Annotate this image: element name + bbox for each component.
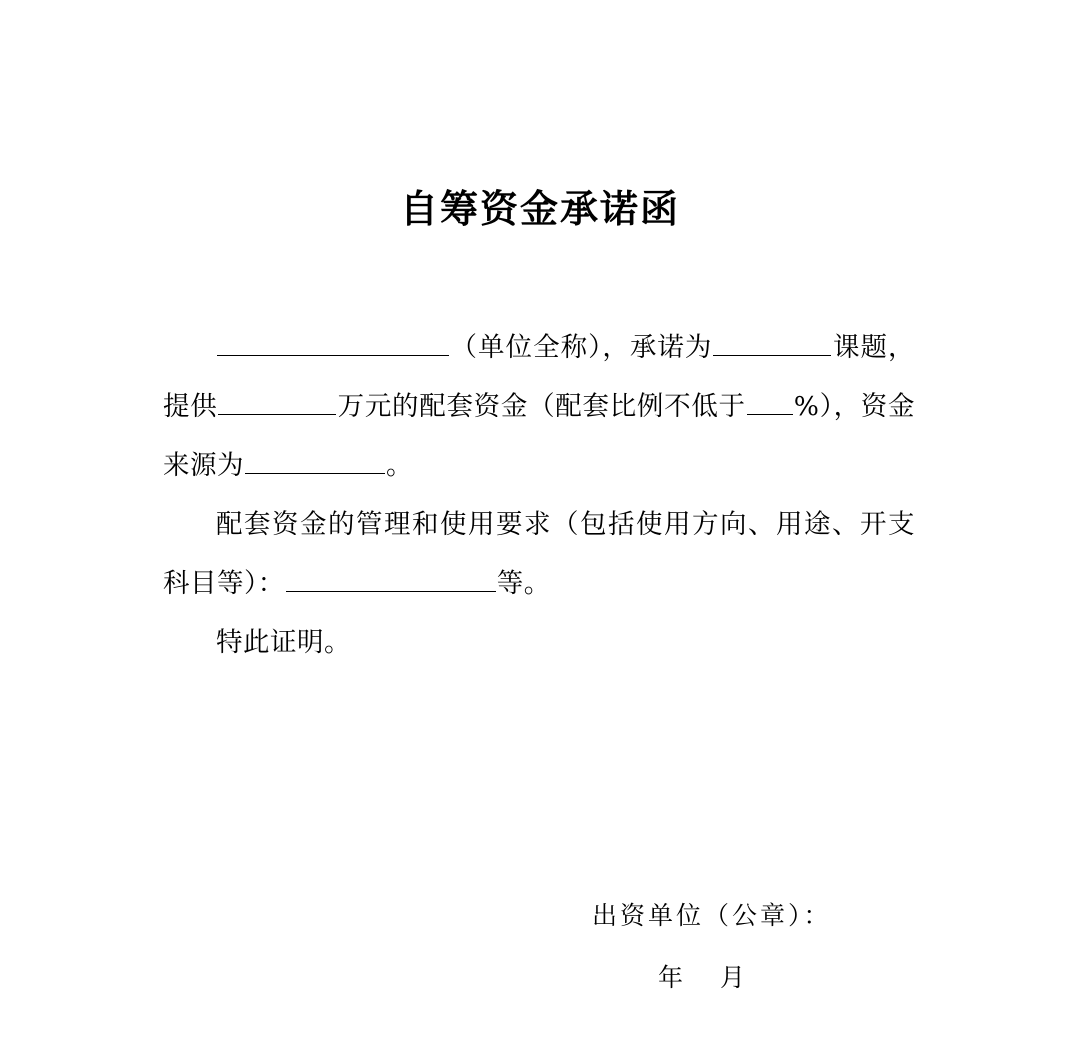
paragraph2-seg2: 等。	[496, 568, 551, 599]
paragraph2-seg1: 配套资金的管理和使用要求（包括使用方向、用途、开支科目等）：	[163, 509, 915, 599]
signature-year-label: 年	[658, 963, 687, 992]
paragraph1-seg3: 万元的配套资金（配套比例不低于	[337, 391, 746, 422]
paragraph-commitment	[163, 318, 915, 495]
signature-block	[592, 885, 832, 1009]
signature-month-label: 月	[720, 963, 749, 992]
blank-topic[interactable]	[713, 327, 831, 356]
signature-unit-label: 出资单位（公章）：	[592, 901, 832, 930]
paragraph1-seg2: 课题，提供	[163, 332, 916, 422]
paragraph-management	[163, 495, 915, 613]
blank-unit-name[interactable]	[217, 327, 449, 356]
blank-amount[interactable]	[218, 386, 336, 415]
paragraph1-seg1: （单位全称），承诺为	[450, 332, 713, 363]
paragraph-certify: 特此证明。	[216, 627, 351, 658]
blank-percentage[interactable]	[747, 386, 793, 415]
blank-fund-source[interactable]	[245, 445, 385, 474]
signature-date-line	[592, 947, 832, 1009]
paragraph1-seg4: %），资金来源为	[163, 391, 916, 481]
page-title: 自筹资金承诺函	[399, 187, 680, 231]
document-body	[163, 318, 915, 672]
paragraph1-seg5: 。	[386, 450, 413, 481]
blank-expense-items[interactable]	[286, 563, 496, 592]
